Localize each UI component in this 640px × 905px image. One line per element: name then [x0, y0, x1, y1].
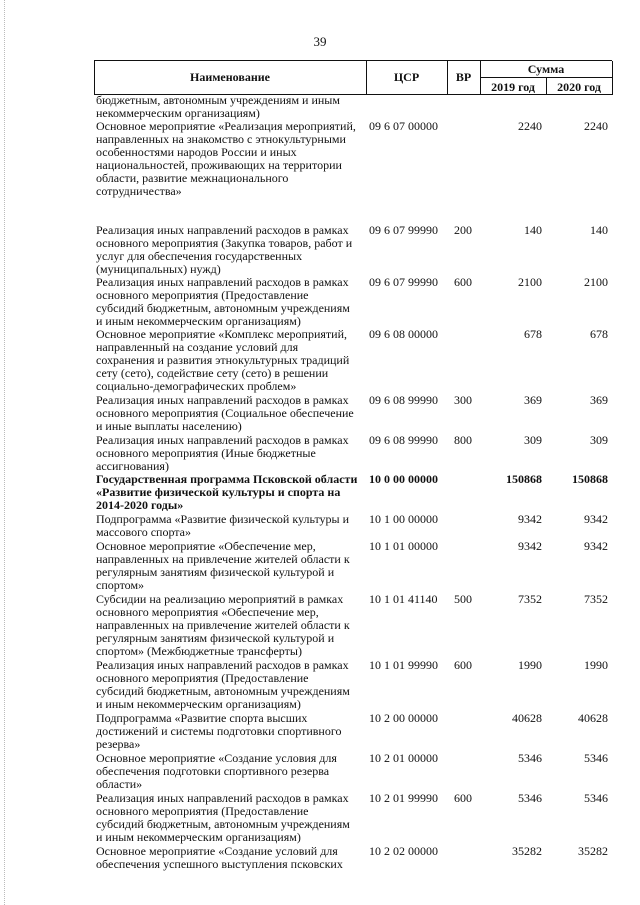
row-sum-2020: 1990	[584, 658, 608, 672]
scan-margin	[4, 0, 5, 905]
row-name: Основное мероприятие «Создание условий для обеспечения успешного выступления псковских	[96, 845, 343, 871]
row-csr: 09 6 07 00000	[369, 119, 438, 133]
table-row	[94, 434, 612, 473]
row-name: Реализация иных направлений расходов в рамках основного мероприятия (Иные бюджетные ассигнования)	[96, 433, 349, 473]
row-csr: 09 6 08 00000	[369, 327, 438, 341]
row-csr: 09 6 08 99990	[369, 393, 438, 407]
row-sum-2020: 7352	[584, 592, 608, 606]
row-vr: 200	[454, 223, 472, 237]
table-row	[94, 792, 612, 845]
row-csr: 09 6 08 99990	[369, 433, 438, 447]
header-border-right	[612, 61, 613, 95]
table-row	[94, 224, 612, 276]
table-header	[94, 60, 612, 95]
row-name: Государственная программа Псковской области «Развитие физической культуры и спорта на 2014-2020 годы»	[96, 472, 358, 512]
row-csr: 10 2 02 00000	[369, 845, 438, 858]
header-sum: Сумма	[527, 62, 565, 76]
table-row	[94, 593, 612, 659]
row-name: Реализация иных направлений расходов в рамках основного мероприятия (Предоставление субсидий бюджетным, автономным учреждениям и иным некоммерческим организациям)	[96, 658, 350, 711]
row-csr: 10 1 01 00000	[369, 539, 438, 553]
row-csr: 10 1 01 41140	[369, 592, 438, 606]
row-sum-2020: 2240	[584, 119, 608, 133]
row-sum-2019: 2100	[518, 275, 542, 289]
table-row	[94, 328, 612, 394]
row-name: Основное мероприятие «Обеспечение мер, направленных на привлечение жителей области к регулярным занятиям физической культурой и спортом»	[96, 539, 350, 592]
row-sum-2019: 140	[524, 223, 542, 237]
row-sum-2020: 35282	[578, 845, 608, 858]
row-sum-2020: 5346	[584, 751, 608, 765]
row-csr: 10 2 00 00000	[369, 711, 438, 725]
row-vr: 600	[454, 791, 472, 805]
row-name: Подпрограмма «Развитие физической культуры и массового спорта»	[96, 512, 350, 539]
row-sum-2019: 7352	[518, 592, 542, 606]
row-csr: 10 2 01 00000	[369, 751, 438, 765]
row-name: Подпрограмма «Развитие спорта высших достижений и системы подготовки спортивного резерва»	[96, 711, 342, 751]
row-sum-2020: 9342	[584, 539, 608, 553]
row-vr: 300	[454, 393, 472, 407]
row-name: Основное мероприятие «Создание условия для обеспечения подготовки спортивного резерва области»	[96, 751, 337, 791]
row-sum-2019: 2240	[518, 119, 542, 133]
row-sum-2019: 369	[524, 393, 542, 407]
row-csr: 10 1 01 99990	[369, 658, 438, 672]
row-sum-2019: 150868	[506, 472, 542, 486]
row-sum-2020: 5346	[584, 791, 608, 805]
row-name: Реализация иных направлений расходов в рамках основного мероприятия (Предоставление субсидий бюджетным, автономным учреждениям и иным некоммерческим организациям)	[96, 275, 350, 328]
row-sum-2019: 309	[524, 433, 542, 447]
row-name: Основное мероприятие «Реализация мероприятий, направленных на знакомство с этнокультурными особенностями народов России и иных национальностей, проживающих на территории области, развитие межнационального сотрудничества»	[96, 119, 356, 198]
page-number: 39	[313, 34, 327, 49]
row-csr: 10 0 00 00000	[369, 472, 438, 486]
row-name: Реализация иных направлений расходов в рамках основного мероприятия (Социальное обеспечение и иные выплаты населению)	[96, 393, 354, 433]
row-sum-2020: 369	[590, 393, 608, 407]
row-sum-2020: 309	[590, 433, 608, 447]
row-sum-2019: 678	[524, 327, 542, 341]
table-row	[94, 712, 612, 752]
row-sum-2020: 2100	[584, 275, 608, 289]
row-sum-2019: 40628	[512, 711, 542, 725]
row-csr: 10 2 01 99990	[369, 791, 438, 805]
table-body	[94, 94, 612, 873]
row-csr: 09 6 07 99990	[369, 223, 438, 237]
table-row	[94, 540, 612, 593]
row-sum-2019: 9342	[518, 539, 542, 553]
header-vr: ВР	[455, 70, 472, 84]
row-csr: 10 1 00 00000	[369, 512, 438, 526]
header-year-2020: 2020 год	[557, 80, 601, 94]
row-name: Реализация иных направлений расходов в рамках основного мероприятия (Предоставление субсидий бюджетным, автономным учреждениям и иным некоммерческим организациям)	[96, 791, 350, 844]
row-sum-2020: 9342	[584, 512, 608, 526]
row-name: Субсидии на реализацию мероприятий в рамках основного мероприятия «Обеспечение мер, направленных на привлечение жителей области к регулярным занятиям физической культурой и спортом» (Межбюджетные трансферты)	[96, 592, 350, 658]
table-row	[94, 513, 612, 540]
row-sum-2019: 9342	[518, 512, 542, 526]
table-row-program	[94, 473, 612, 513]
row-csr: 09 6 07 99990	[369, 275, 438, 289]
row-vr: 600	[454, 275, 472, 289]
row-sum-2020: 678	[590, 327, 608, 341]
row-vr: 500	[454, 592, 472, 606]
row-sum-2019: 1990	[518, 658, 542, 672]
table-row	[94, 752, 612, 792]
row-sum-2019: 35282	[512, 845, 542, 858]
header-sum-underline	[480, 77, 612, 78]
header-name: Наименование	[190, 70, 270, 84]
row-name: Реализация иных направлений расходов в рамках основного мероприятия (Закупка товаров, работ и услуг для обеспечения государственных (муниципальных) нужд)	[96, 223, 353, 276]
row-vr: 800	[454, 433, 472, 447]
table-row	[94, 94, 612, 120]
table-row	[94, 276, 612, 328]
row-vr: 600	[454, 658, 472, 672]
row-sum-2019: 5346	[518, 791, 542, 805]
header-csr: ЦСР	[393, 70, 420, 84]
table-row	[94, 845, 612, 873]
table-row	[94, 394, 612, 434]
row-sum-2020: 140	[590, 223, 608, 237]
row-name: бюджетным, автономным учреждениям и иным некоммерческим организациям)	[96, 93, 340, 120]
row-sum-2020: 40628	[578, 711, 608, 725]
row-sum-2019: 5346	[518, 751, 542, 765]
row-sum-2020: 150868	[572, 472, 608, 486]
table-row	[94, 659, 612, 712]
table-row	[94, 120, 612, 224]
header-year-2019: 2019 год	[491, 80, 535, 94]
row-name: Основное мероприятие «Комплекс мероприятий, направленный на создание условий для сохранения и развития этнокультурных традиций сету (сето), содействие сету (сето) в решении социально-демографических проблем»	[96, 327, 350, 393]
